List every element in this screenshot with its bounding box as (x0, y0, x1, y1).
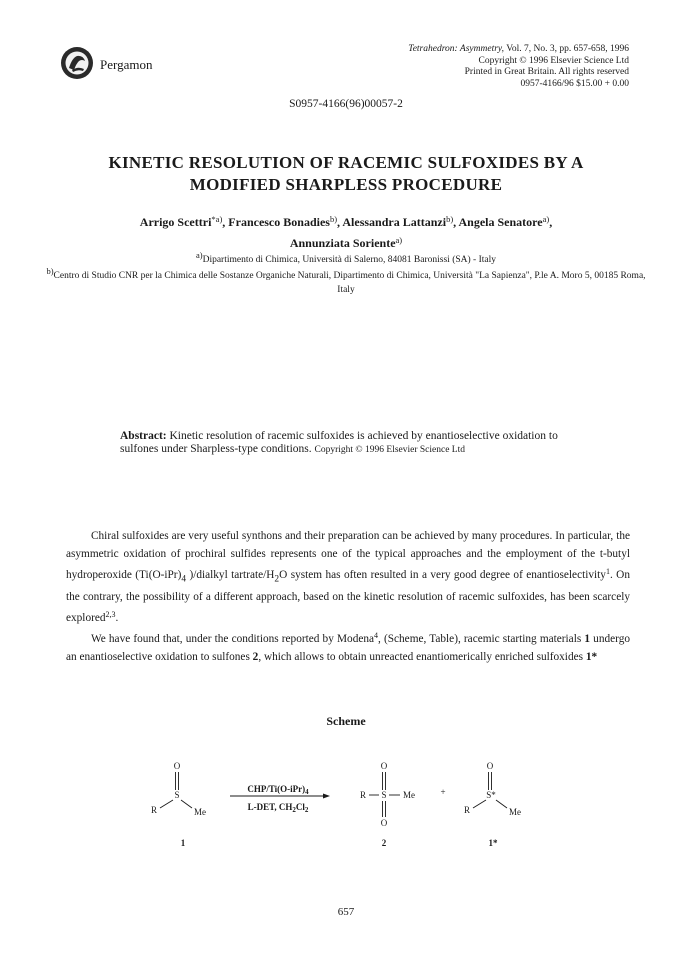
printed-line: Printed in Great Britain. All rights reserved (464, 67, 629, 77)
author-name: Annunziata Soriente (289, 236, 396, 250)
author-affiliation-mark: b) (446, 214, 454, 224)
atom-Me: Me (194, 807, 206, 817)
journal-citation: Tetrahedron: Asymmetry, Vol. 7, No. 3, pp. 657-658, 1996 (408, 44, 629, 54)
doi: S0957-4166(96)00057-2 (289, 98, 403, 110)
atom-R: R (359, 790, 367, 800)
scheme-title: Scheme (326, 714, 366, 728)
affiliation-b: $^{b)}$Centro di Studio CNR per la Chimica delle Sostanze Organiche Naturali, Dipartimento di Chimica, Università "La Sapienza", P.le A. Moro 5, 00185 Roma, Italy (46, 266, 646, 295)
reaction-scheme (150, 760, 550, 850)
author-affiliation-mark: a) (395, 235, 403, 245)
atom-O: O (486, 761, 494, 771)
atom-Me: Me (509, 807, 521, 817)
compound-label-3: 1* (488, 838, 498, 848)
journal-info (408, 44, 629, 90)
abstract-label: Abstract: (120, 430, 167, 442)
reference-marker: 2,3 (105, 610, 116, 620)
pergamon-logo-icon (60, 46, 94, 80)
reference-marker: 1 (605, 567, 610, 576)
author-name: Angela Senatore (458, 215, 543, 229)
publisher-name: Pergamon (100, 57, 153, 72)
title-line-1: KINETIC RESOLUTION OF RACEMIC SULFOXIDES BY A (108, 153, 584, 172)
author-affiliation-mark: a) (542, 214, 550, 224)
compound-label-2: 2 (381, 838, 387, 848)
body-text (66, 527, 630, 666)
abstract-text: Kinetic resolution of racemic sulfoxides is achieved by enantioselective oxidation to sulfones under Sharpless-type conditions. (120, 430, 558, 455)
atom-O: O (380, 761, 388, 771)
paper-title (40, 152, 652, 196)
author-name: Francesco Bonadies (228, 215, 330, 229)
affiliation-a: $^{a)}$Dipartimento di Chimica, Università di Salerno, 84081 Baronissi (SA) - Italy (195, 250, 496, 265)
issn-line: 0957-4166/96 $15.00 + 0.00 (520, 78, 629, 89)
atom-O: O (380, 818, 388, 828)
atom-O: O (173, 761, 181, 771)
reference-marker: 4 (374, 631, 379, 641)
title-line-2: MODIFIED SHARPLESS PROCEDURE (189, 175, 503, 194)
page-number: 657 (337, 906, 355, 918)
atom-S-star: S* (486, 790, 496, 800)
atom-Me: Me (403, 790, 415, 800)
paragraph-2: We have found that, under the conditions reported by Modena$^4$, (Scheme, Table), racemic starting materials 1 undergo an enantioselective oxidation to sulfones 2, which allows to obtain unreacted enantiomerically enriched sulfoxides 1* (66, 631, 630, 664)
plus-sign: + (440, 787, 446, 797)
author-name: Alessandra Lattanzi (342, 215, 447, 229)
reagent-top: CHP/$Ti(O-iPr)_4$ (247, 784, 309, 796)
abstract (120, 430, 580, 457)
copyright-line: Copyright © 1996 Elsevier Science Ltd (478, 55, 629, 66)
compound-label-1: 1 (180, 838, 186, 848)
atom-S: S (174, 790, 180, 800)
abstract-copyright: Copyright © 1996 Elsevier Science Ltd (314, 445, 465, 455)
atom-R: R (150, 805, 158, 815)
reagent-bottom: L-DET, $CH_2Cl_2$ (247, 802, 309, 814)
paragraph-1: Chiral sulfoxides are very useful synthons and their preparation can be achieved by many procedures. In particular, the asymmetric oxidation of prochiral sulfides represents one of the typical approaches and the employment of the t-butyl hydroperoxide ($Ti(O-iPr)_4$ )/dialkyl tartrate/$H_2O$ system has often resulted in a very good degree of enantioselectivity$^1$. On the contrary, the possibility of a different approach, based on the kinetic resolution of racemic sulfoxides, has been scarcely explored$^{2,3}$. (66, 530, 630, 625)
author-name: Arrigo Scettri (139, 215, 212, 229)
atom-S: S (381, 790, 387, 800)
author-list: Arrigo Scettri$^{*a)}$, Francesco Bonadies$^{b)}$, Alessandra Lattanzi$^{b)}$, Angela Senatore$^{a)}$, Annunziata Soriente$^{a)}$ (139, 214, 553, 250)
atom-R: R (463, 805, 471, 815)
author-affiliation-mark: b) (329, 214, 338, 224)
author-affiliation-mark: *a) (211, 214, 223, 224)
